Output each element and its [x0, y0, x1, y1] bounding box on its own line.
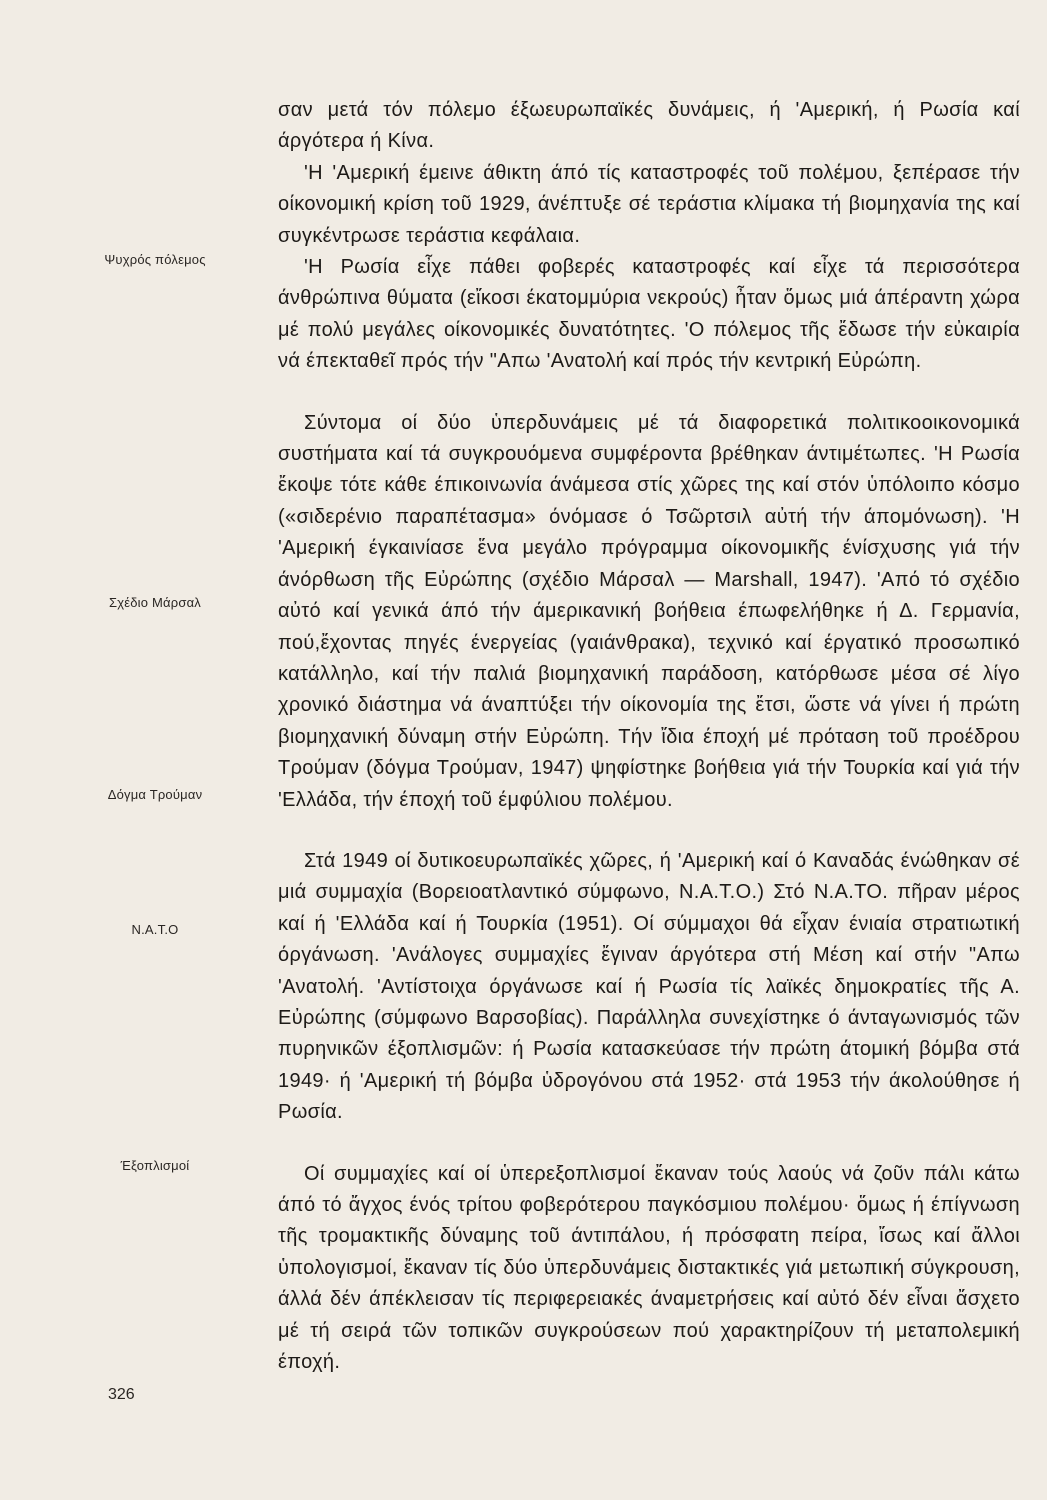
margin-note-armaments: Έξοπλισμοί	[120, 1158, 190, 1173]
margin-note-marshall-plan: Σχέδιο Μάρσαλ	[108, 595, 201, 610]
paragraph-1: σαν μετά τόν πόλεμο έξωευρωπαϊκές δυνάμεις, ή 'Αμερική, ή Ρωσία καί άργότερα ή Κίνα.	[278, 99, 1020, 153]
paragraph-4: Σύντομα οί δύο ὑπερδυνάμεις μέ τά διαφορετικά πολιτικοοικονομικά συστήματα καί τά συγκρουόμενα συμφέροντα βρέθηκαν άντιμέτωπες. 'Η Ρωσία ἔκοψε τότε κάθε έπικοινωνία άνάμεσα στίς χῶρες της καί στόν ὑπόλοιπο κόσμο («σιδερένιο παραπέτασμα» όνόμασε ό Τσῶρτσιλ αὐτή τήν άπομόνωση). 'Η 'Αμερική έγκαινίασε ἕνα μεγάλο πρόγραμμα οίκονομικῆς ένίσχυσης γιά τήν άνόρθωση τῆς Εὐρώπης (σχέδιο Μάρσαλ — Marshall, 1947). 'Από τό σχέδιο αὐτό καί γενικά άπό τήν άμερικανική βοήθεια έπωφελήθηκε ή Δ. Γερμανία, πού,ἔχοντας πηγές ένεργείας (γαιάνθρακα), τεχνικό καί έργατικό προσωπικό κατάλληλο, καί τήν παλιά βιομηχανική παράδοση, κατόρθωσε μέσα σέ λίγο χρονικό διάστημα νά άναπτύξει τήν οίκονομία της ἔτσι, ὥστε νά γίνει ή πρώτη βιομηχανική δύναμη στήν Εὐρώπη. Τήν ἴδια έποχή μέ πρόταση τοῦ προέδρου Τρούμαν (δόγμα Τρούμαν, 1947) ψηφίστηκε βοήθεια γιά τήν Τουρκία καί γιά τήν 'Ελλάδα, τήν έποχή τοῦ έμφύλιου πολέμου.	[278, 411, 1020, 811]
page-number: 326	[108, 1386, 135, 1403]
paragraph-6: Οί συμμαχίες καί οί ὑπερεξοπλισμοί ἔκαναν τούς λαούς νά ζοῦν πάλι κάτω άπό τό ἄγχος ένός τρίτου φοβερότερου παγκόσμιου πολέμου· ὅμως ή έπίγνωση τῆς τρομακτικῆς δύναμης τοῦ άντιπάλου, ή πρόσφατη πείρα, ἴσως καί ἄλλοι ὑπολογισμοί, ἔκαναν τίς δύο ὑπερδυνάμεις διστακτικές γιά μετωπική σύγκρουση, άλλά δέν άπέκλεισαν τίς περιφερειακές άναμετρήσεις καί αὐτό δέν εἶναι ἄσχετο μέ τή σειρά τῶν τοπικῶν συγκρούσεων πού χαρακτηρίζουν τή μεταπολεμική έποχή.	[278, 1162, 1020, 1374]
paragraph-3: 'Η Ρωσία εἶχε πάθει φοβερές καταστροφές καί εἶχε τά περισσότερα άνθρώπινα θύματα (εἴκοσι έκατομμύρια νεκρούς) ἦταν ὅμως μιά άπέραντη χώρα μέ πολύ μεγάλες οίκονομικές δυνατότητες. 'Ο πόλεμος τῆς ἔδωσε τήν εὐκαιρία νά έπεκταθεῖ πρός τήν "Απω 'Ανατολή καί πρός τήν κεντρική Εὐρώπη.	[278, 256, 1020, 373]
margin-note-cold-war: Ψυχρός πόλεμος	[104, 252, 206, 267]
paragraph-5: Στά 1949 οί δυτικοευρωπαϊκές χῶρες, ή 'Αμερική καί ό Καναδάς ένώθηκαν σέ μιά συμμαχία (Βορειοατλαντικό σύμφωνο, Ν.Α.Τ.Ο.) Στό Ν.Α.ΤΟ. πῆραν μέρος καί ή 'Ελλάδα καί ή Τουρκία (1951). Οί σύμμαχοι θά εἶχαν ένιαία στρατιωτική όργάνωση. 'Ανάλογες συμμαχίες ἔγιναν άργότερα στή Μέση καί στήν "Απω 'Ανατολή. 'Αντίστοιχα όργάνωσε καί ή Ρωσία τίς λαϊκές δημοκρατίες τῆς Α. Εὐρώπης (σύμφωνο Βαρσοβίας). Παράλληλα συνεχίστηκε ό άνταγωνισμός τῶν πυρηνικῶν έξοπλισμῶν: ή Ρωσία κατασκεύασε τήν πρώτη άτομική βόμβα στά 1949· ή 'Αμερική τή βόμβα ὑδρογόνου στά 1952· στά 1953 τήν άκολούθησε ή Ρωσία.	[278, 849, 1020, 1124]
margin-note-truman-doctrine: Δόγμα Τρούμαν	[107, 787, 203, 802]
margin-note-nato: Ν.Α.Τ.Ο	[131, 922, 179, 937]
main-text-column	[278, 95, 1020, 1378]
paragraph-2: 'Η 'Αμερική έμεινε άθικτη άπό τίς καταστροφές τοῦ πολέμου, ξεπέρασε τήν οίκονομική κρίση τοῦ 1929, άνέπτυξε σέ τεράστια κλίμακα τή βιομηχανία της καί συγκέντρωσε τεράστια κεφάλαια.	[278, 161, 1020, 247]
